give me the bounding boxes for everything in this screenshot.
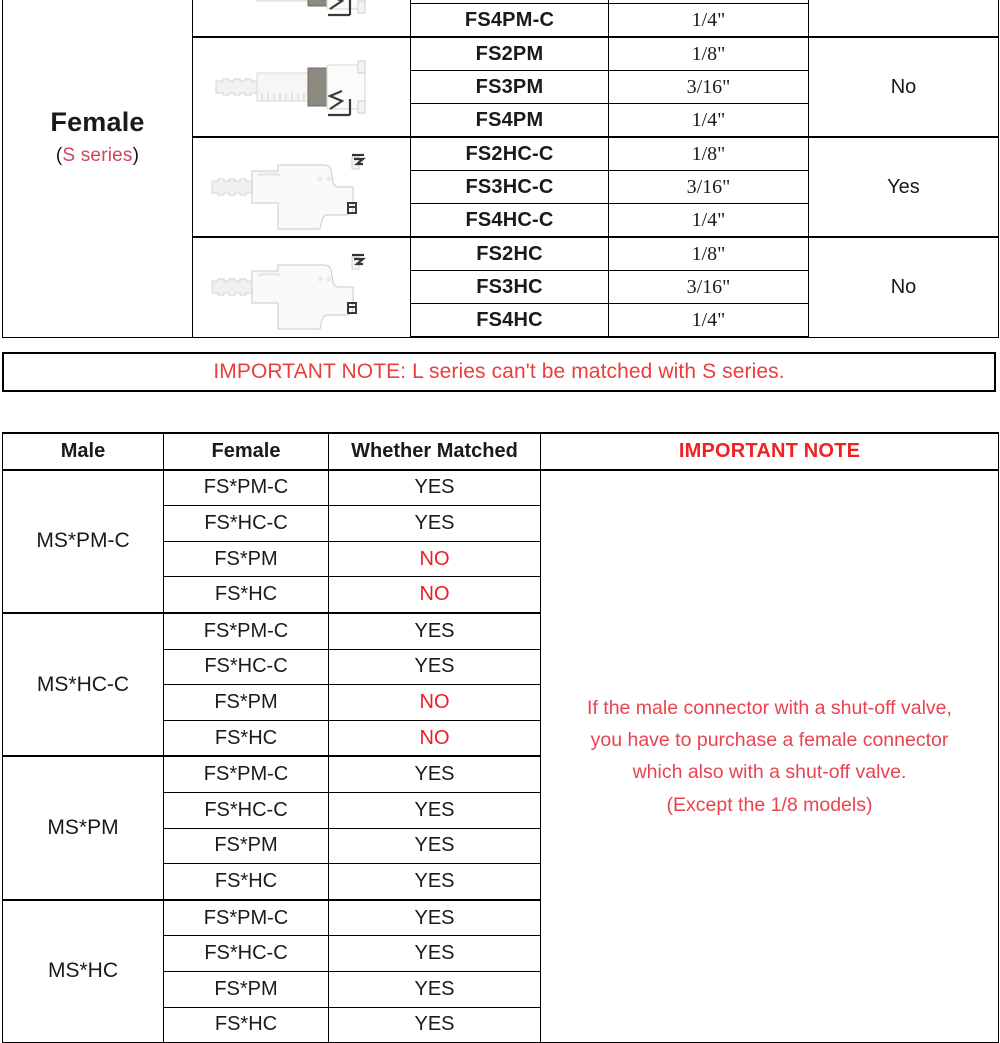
size-cell: 3/16" [609, 171, 809, 204]
female-model-cell: FS*HC [164, 864, 329, 900]
size-cell: 1/4" [609, 104, 809, 138]
shutoff-cell [809, 0, 999, 37]
matched-cell: YES [329, 470, 541, 506]
matched-cell: YES [329, 864, 541, 900]
note-line: (Except the 1/8 models) [666, 793, 873, 816]
female-model-cell: FS*PM [164, 828, 329, 864]
model-cell: FS4HC-C [411, 204, 609, 238]
model-cell: FS3HC [411, 271, 609, 304]
size-cell: 1/8" [609, 37, 809, 71]
female-model-cell: FS*HC-C [164, 936, 329, 972]
paren-close: ) [132, 145, 140, 167]
table2-body [3, 433, 999, 1043]
category-subtitle [3, 145, 192, 167]
female-model-cell: FS*HC [164, 577, 329, 613]
header-whether-matched: Whether Matched [329, 433, 541, 470]
matched-cell: YES [329, 649, 541, 685]
header-female: Female [164, 433, 329, 470]
size-cell: 3/16" [609, 271, 809, 304]
matched-cell: YES [329, 792, 541, 828]
table-row [3, 470, 999, 506]
product-photo-hc-no-valve [193, 237, 411, 337]
note-line: which also with a shut-off valve. [632, 761, 907, 784]
model-cell: FS3PM [411, 71, 609, 104]
model-cell: FS2HC-C [411, 137, 609, 171]
female-model-cell: FS*HC-C [164, 649, 329, 685]
model-cell: FS2HC [411, 237, 609, 271]
female-model-cell: FS*HC [164, 1007, 329, 1043]
female-model-cell: FS*PM [164, 541, 329, 577]
model-cell: FS4PM-C [411, 4, 609, 38]
pm-connector-with-valve-image [193, 0, 410, 36]
matched-cell: YES [329, 756, 541, 792]
model-cell: FS4HC [411, 304, 609, 338]
hc-connector-with-valve-image [193, 138, 410, 236]
matched-cell: YES [329, 900, 541, 936]
matching-important-note [541, 470, 999, 1043]
female-model-cell: FS*PM [164, 685, 329, 721]
pm-connector-no-valve-image [193, 38, 410, 136]
note-line: If the male connector with a shut-off valve, [587, 697, 952, 719]
shutoff-cell: No [809, 237, 999, 337]
matched-cell: NO [329, 577, 541, 613]
header-important-note: IMPORTANT NOTE [541, 433, 999, 470]
female-model-cell: FS*HC [164, 720, 329, 756]
male-model-cell: MS*HC [3, 900, 164, 1043]
female-model-cell: FS*HC-C [164, 792, 329, 828]
female-model-cell: FS*PM-C [164, 900, 329, 936]
header-male: Male [3, 433, 164, 470]
product-photo-hc-with-valve [193, 137, 411, 237]
female-model-cell: FS*PM-C [164, 613, 329, 649]
male-model-cell: MS*HC-C [3, 613, 164, 756]
matched-cell: YES [329, 971, 541, 1007]
matched-cell: NO [329, 541, 541, 577]
size-cell: 1/8" [609, 137, 809, 171]
model-cell: FS3HC-C [411, 171, 609, 204]
category-cell-female [3, 0, 193, 337]
male-model-cell: MS*PM-C [3, 470, 164, 613]
product-photo-pm-no-valve [193, 37, 411, 137]
paren-open: ( [55, 145, 63, 167]
model-cell: FS2PM [411, 37, 609, 71]
female-model-cell: FS*PM-C [164, 470, 329, 506]
table1-body [3, 0, 999, 337]
note-line: you have to purchase a female connector [590, 729, 949, 752]
size-cell: 1/4" [609, 204, 809, 238]
series-important-note-text: IMPORTANT NOTE: L series can't be matched with S series. [213, 360, 785, 383]
matched-cell: NO [329, 720, 541, 756]
matched-cell: YES [329, 506, 541, 542]
size-cell: 1/4" [609, 4, 809, 38]
matched-cell: YES [329, 936, 541, 972]
category-title: Female [50, 106, 145, 137]
shutoff-cell: No [809, 37, 999, 137]
matched-cell: NO [329, 685, 541, 721]
size-cell: 1/8" [609, 237, 809, 271]
matched-cell: YES [329, 828, 541, 864]
female-connector-spec-table [2, 0, 999, 338]
series-important-note-bar [2, 352, 996, 392]
female-model-cell: FS*HC-C [164, 506, 329, 542]
matched-cell: YES [329, 1007, 541, 1043]
product-photo-pm-with-valve [193, 0, 411, 37]
hc-connector-no-valve-image [193, 238, 410, 337]
size-cell: 3/16" [609, 71, 809, 104]
model-cell: FS4PM [411, 104, 609, 138]
table2-header-row [3, 433, 999, 470]
female-model-cell: FS*PM-C [164, 756, 329, 792]
shutoff-cell: Yes [809, 137, 999, 237]
matched-cell: YES [329, 613, 541, 649]
size-cell: 1/4" [609, 304, 809, 338]
series-label: S series [62, 145, 133, 167]
male-model-cell: MS*PM [3, 756, 164, 899]
female-model-cell: FS*PM [164, 971, 329, 1007]
male-female-matching-table [2, 432, 999, 1043]
